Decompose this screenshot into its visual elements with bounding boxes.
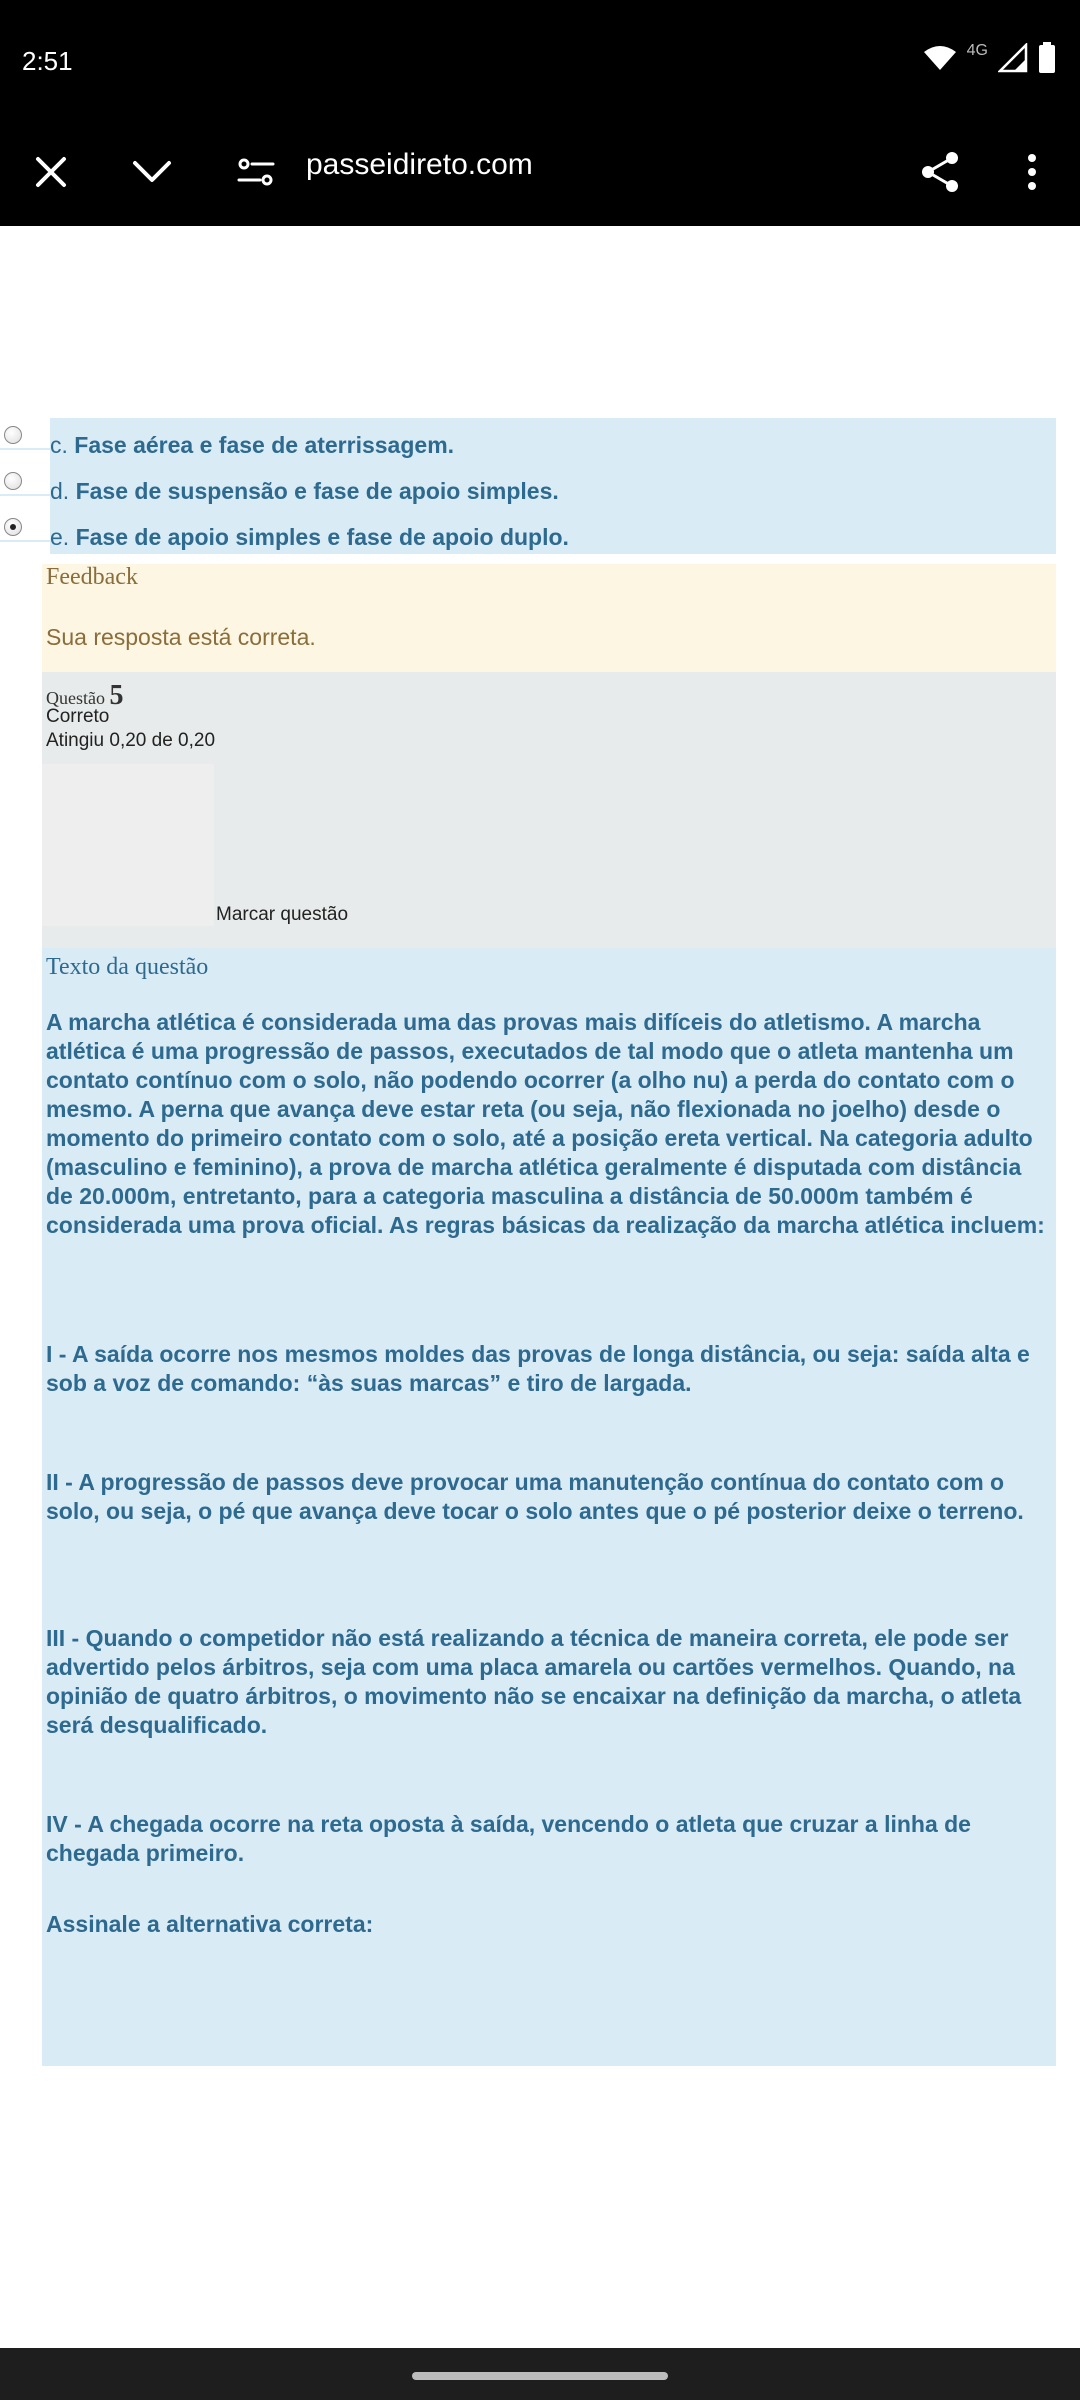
radio-option-c[interactable]	[4, 426, 22, 444]
question-item-1: I - A saída ocorre nos mesmos moldes das provas de longa distância, ou seja: saída alta e sob a voz de comando: “às suas marcas” e tiro de largada.	[46, 1341, 1030, 1396]
question-number: 5	[109, 680, 124, 711]
status-icons	[923, 42, 1056, 74]
flag-question-image[interactable]	[42, 764, 214, 926]
option-letter: d.	[50, 478, 70, 504]
radio-divider	[0, 448, 50, 450]
browser-toolbar	[0, 118, 1080, 226]
question-label-text: Questão	[46, 688, 105, 708]
battery-icon	[1038, 42, 1056, 74]
url-display[interactable]: passeidireto.com	[306, 148, 533, 181]
network-type-label: 4G	[966, 42, 988, 59]
question-prompt: Assinale a alternativa correta:	[46, 1911, 374, 1937]
status-bar	[0, 0, 1080, 118]
question-status: Correto	[46, 706, 110, 727]
minimize-button[interactable]	[122, 142, 182, 202]
question-item-3: III - Quando o competidor não está realizando a técnica de maneira correta, ele pode ser advertido pelos árbitros, seja com uma placa amarela ou cartões vermelhos. Quando, na opinião de quatro árbitros, o movimento não se encaixar na definição da marcha, o atleta será desqualificado.	[46, 1625, 1022, 1738]
flag-question-link[interactable]: Marcar questão	[216, 904, 349, 925]
question-text-title: Texto da questão	[46, 954, 209, 980]
radio-divider	[0, 494, 50, 496]
question-text-panel	[42, 948, 1056, 2066]
feedback-panel	[42, 564, 1056, 672]
system-nav-bar	[0, 2348, 1080, 2400]
question-info	[42, 672, 1056, 948]
home-gesture-handle[interactable]	[412, 2372, 668, 2380]
radio-option-d[interactable]	[4, 472, 22, 490]
more-vert-icon	[1026, 153, 1038, 191]
answer-options	[50, 418, 1056, 554]
option-text: Fase de apoio simples e fase de apoio duplo.	[75, 524, 569, 550]
close-tab-button[interactable]	[21, 142, 81, 202]
option-text: Fase aérea e fase de aterrissagem.	[74, 432, 455, 458]
feedback-title: Feedback	[46, 564, 138, 590]
share-icon	[920, 151, 960, 193]
site-settings-icon	[237, 156, 275, 188]
option-letter: c.	[50, 432, 68, 458]
option-c[interactable]	[50, 432, 454, 459]
status-time: 2:51	[22, 46, 73, 76]
site-settings-button[interactable]	[226, 142, 286, 202]
question-item-2: II - A progressão de passos deve provocar uma manutenção contínua do contato com o solo, ou seja, o pé que avança deve tocar o solo antes que o pé posterior deixe o terreno.	[46, 1469, 1024, 1524]
chevron-down-icon	[132, 159, 172, 185]
close-icon	[34, 155, 68, 189]
wifi-icon	[923, 44, 957, 72]
question-intro: A marcha atlética é considerada uma das provas mais difíceis do atletismo. A marcha atlética é uma progressão de passos, executados de tal modo que o atleta mantenha um contato contínuo com o solo, não podendo ocorrer (a olho nu) a perda do contato com o mesmo. A perna que avança deve estar reta (ou seja, não flexionada no joelho) desde o momento do primeiro contato com o solo, até a posição ereta vertical. Na categoria adulto (masculino e feminino), a prova de marcha atlética geralmente é disputada com distância de 20.000m, entretanto, para a categoria masculina a distância de 50.000m também é considerada uma prova oficial. As regras básicas da realização da marcha atlética incluem:	[46, 1009, 1045, 1238]
signal-icon	[998, 43, 1028, 73]
more-options-button[interactable]	[1002, 142, 1062, 202]
question-item-4: IV - A chegada ocorre na reta oposta à saída, vencendo o atleta que cruzar a linha de chegada primeiro.	[46, 1811, 971, 1866]
option-e[interactable]	[50, 524, 569, 551]
radio-divider	[0, 540, 50, 542]
feedback-text: Sua resposta está correta.	[46, 624, 316, 650]
option-d[interactable]	[50, 478, 559, 505]
question-grade: Atingiu 0,20 de 0,20	[46, 730, 216, 751]
page-content	[0, 226, 1080, 2348]
option-text: Fase de suspensão e fase de apoio simples.	[75, 478, 559, 504]
option-letter: e.	[50, 524, 70, 550]
share-button[interactable]	[910, 142, 970, 202]
radio-option-e[interactable]	[4, 518, 22, 536]
